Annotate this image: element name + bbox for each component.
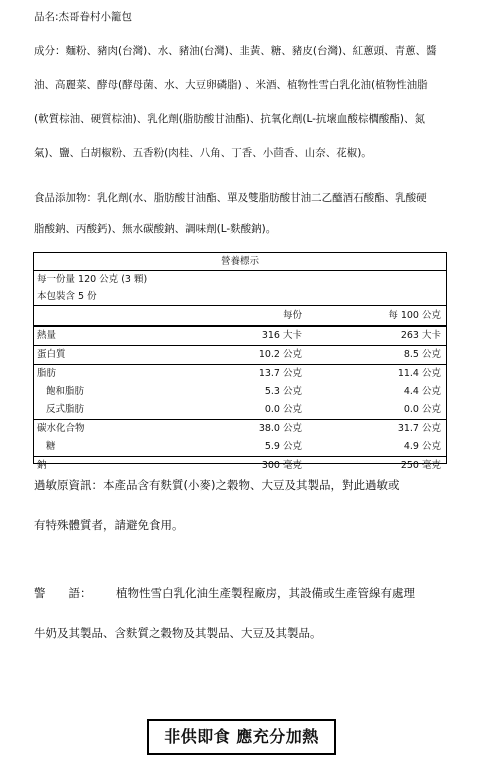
per-serving-value: 13.7 公克: [258, 368, 302, 379]
product-name: 品名:杰哥眷村小籠包: [34, 11, 133, 23]
per-100g-value: 0.0 公克: [403, 404, 441, 415]
col-per-100g: 每 100 公克: [388, 310, 441, 321]
warning-line: 牛奶及其製品、含麩質之穀物及其製品、大豆及其製品。: [34, 626, 322, 640]
warning-section: [34, 573, 454, 653]
ingredients-section: [34, 34, 454, 170]
allergen-section: [34, 465, 454, 545]
nutrition-row: [34, 364, 446, 383]
warning-label: 警 語：: [34, 586, 92, 600]
cooking-notice-box: 非供即食 應充分加熱: [147, 719, 336, 755]
per-100g-value: 31.7 公克: [397, 423, 441, 434]
ingredients-line: 油、高麗菜、酵母(酵母菌、水、大豆卵磷脂) 、米酒、植物性雪白乳化油(植物性油脂: [34, 79, 428, 91]
additives-line: 食品添加物：乳化劑(水、脂肪酸甘油酯、單及雙脂肪酸甘油二乙醯酒石酸酯、乳酸硬: [34, 192, 427, 204]
nutrient-label: 脂肪: [37, 368, 57, 379]
nutrition-row: [34, 345, 446, 364]
per-serving-value: 5.3 公克: [264, 386, 302, 397]
nutrition-header: [34, 305, 446, 327]
nutrient-label: 飽和脂肪: [46, 386, 85, 397]
nutrition-row: [34, 401, 446, 419]
nutrition-row: [34, 419, 446, 438]
warning-text: 植物性雪白乳化油生產製程廠房，其設備或生產管線有處理: [116, 586, 415, 600]
ingredients-line: 成分：麵粉、豬肉(台灣)、水、豬油(台灣)、韭黃、糖、豬皮(台灣)、紅蔥頭、青蔥、醬: [34, 45, 437, 57]
per-serving-value: 0.0 公克: [264, 404, 302, 415]
serving-size: 每一份量 120 公克 (3 顆): [37, 274, 148, 285]
warning-line: [34, 573, 454, 613]
additives-section: [34, 183, 454, 245]
per-serving-value: 10.2 公克: [258, 349, 302, 360]
per-100g-value: 4.9 公克: [403, 441, 441, 452]
additives-line: 脂酸鈉、丙酸鈣)、無水碳酸鈉、調味劑(L-麩酸鈉)。: [34, 223, 277, 235]
per-100g-value: 4.4 公克: [403, 386, 441, 397]
nutrition-table: [33, 252, 447, 471]
per-100g-value: 11.4 公克: [397, 368, 441, 379]
ingredients-line: 氣)、鹽、白胡椒粉、五香粉(肉桂、八角、丁香、小茴香、山奈、花椒)。: [34, 147, 372, 159]
nutrition-row: [34, 327, 446, 345]
servings-per-package: 本包裝含 5 份: [37, 291, 97, 302]
per-100g-value: 250 毫克: [400, 460, 441, 471]
col-per-serving: 每份: [282, 310, 302, 321]
per-100g-value: 8.5 公克: [403, 349, 441, 360]
per-serving-value: 38.0 公克: [258, 423, 302, 434]
per-serving-value: 300 毫克: [261, 460, 302, 471]
allergen-line: 有特殊體質者，請避免食用。: [34, 518, 184, 532]
nutrient-label: 蛋白質: [37, 349, 66, 360]
nutrition-title: 營養標示: [34, 253, 446, 271]
nutrient-label: 反式脂肪: [46, 404, 85, 415]
nutrient-label: 鈉: [37, 460, 47, 471]
nutrition-row: [34, 383, 446, 401]
nutrition-row: [34, 438, 446, 456]
nutrient-label: 碳水化合物: [37, 423, 85, 434]
nutrient-label: 糖: [46, 441, 56, 452]
per-serving-value: 5.9 公克: [264, 441, 302, 452]
allergen-line: 過敏原資訊：本產品含有麩質(小麥)之穀物、大豆及其製品，對此過敏或: [34, 478, 400, 492]
ingredients-line: (軟質棕油、硬質棕油)、乳化劑(脂肪酸甘油酯)、抗氧化劑(L-抗壞血酸棕櫚酸酯)、氮: [34, 113, 426, 125]
nutrient-label: 熱量: [37, 330, 57, 341]
per-100g-value: 263 大卡: [400, 330, 441, 341]
per-serving-value: 316 大卡: [261, 330, 302, 341]
